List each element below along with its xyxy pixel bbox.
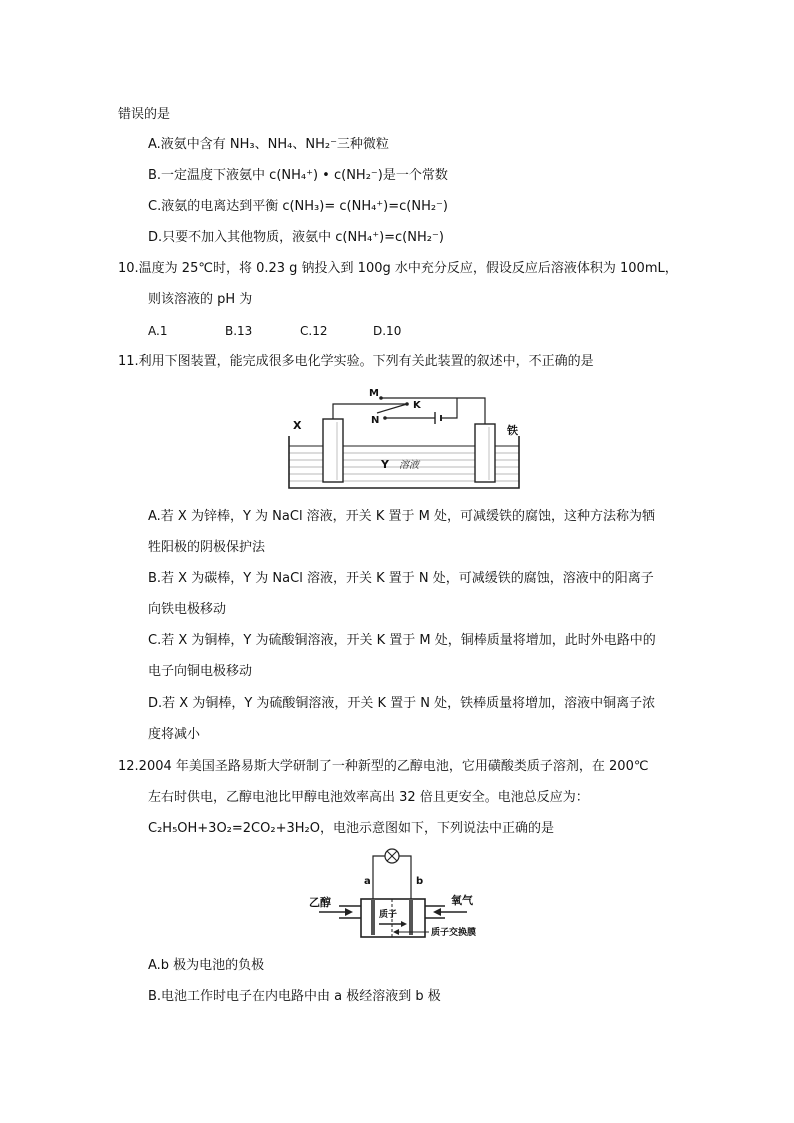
switch-k-blade xyxy=(377,404,407,413)
label-solution: 溶液 xyxy=(399,460,419,471)
contact-m xyxy=(379,396,383,400)
q11-option-d-line2: 度将减小 xyxy=(148,727,201,742)
q11-option-d-line1: D.若 X 为铜棒，Y 为硫酸铜溶液，开关 K 置于 N 处，铁棒质量将增加，溶液中铜离子浓 xyxy=(148,696,656,711)
wire-to-electrode-a xyxy=(373,856,385,899)
label-k: K xyxy=(413,400,421,411)
q10-option-c: C.12 xyxy=(300,324,328,338)
q10-option-d: D.10 xyxy=(373,324,402,338)
wire-m-to-iron xyxy=(381,398,485,424)
q12-option-b: B.电池工作时电子在内电路中由 a 极经溶液到 b 极 xyxy=(148,989,441,1004)
q11-option-a-line2: 牲阳极的阴极保护法 xyxy=(148,540,266,555)
contact-k xyxy=(405,402,409,406)
q11-option-b-line1: B.若 X 为碳棒，Y 为 NaCl 溶液，开关 K 置于 N 处，可减缓铁的腐蚀，溶液中的阳离子 xyxy=(148,571,654,586)
q10-stem-line2: 则该溶液的 pH 为 xyxy=(148,292,253,307)
q10-option-b: B.13 xyxy=(225,324,253,338)
electrolysis-apparatus-figure xyxy=(285,382,525,494)
q12-stem-line2: 左右时供电，乙醇电池比甲醇电池效率高出 32 倍且更安全。电池总反应为： xyxy=(148,790,589,805)
label-y: Y xyxy=(381,458,389,471)
label-oxygen: 氧气 xyxy=(451,894,473,907)
electrode-x xyxy=(323,419,343,482)
label-ethanol: 乙醇 xyxy=(309,896,331,909)
label-b: b xyxy=(416,876,424,887)
electrode-b xyxy=(409,899,413,935)
q11-stem: 11.利用下图装置，能完成很多电化学实验。下列有关此装置的叙述中，不正确的是 xyxy=(118,354,594,369)
q11-option-a-line1: A.若 X 为锌棒，Y 为 NaCl 溶液，开关 K 置于 M 处，可减缓铁的腐蚀，这种方法称为牺 xyxy=(148,509,655,524)
label-iron: 铁 xyxy=(507,424,518,437)
q11-option-c-line2: 电子向铜电极移动 xyxy=(148,664,253,679)
label-proton: 质子 xyxy=(379,910,398,920)
electrode-iron xyxy=(475,424,495,482)
q10-stem-line1: 10.温度为 25℃时，将 0.23 g 钠投入到 100g 水中充分反应，假设反应后溶液体积为 100mL， xyxy=(118,261,678,276)
q11-option-b-line2: 向铁电极移动 xyxy=(148,602,227,617)
label-n: N xyxy=(371,415,380,426)
q10-option-a: A.1 xyxy=(148,324,168,338)
fuel-cell-figure xyxy=(305,844,520,944)
q11-option-c-line1: C.若 X 为铜棒，Y 为硫酸铜溶液，开关 K 置于 M 处，铜棒质量将增加，此时外电路中的 xyxy=(148,633,656,648)
q9-option-b: B.一定温度下液氨中 c(NH₄⁺) • c(NH₂⁻)是一个常数 xyxy=(148,168,448,183)
label-a: a xyxy=(364,876,371,887)
wire-battery-to-iron xyxy=(441,398,457,418)
wire-x-to-switch xyxy=(333,404,407,419)
wire-to-electrode-b xyxy=(399,856,411,899)
contact-n xyxy=(383,416,387,420)
q9-stem-tail: 错误的是 xyxy=(118,107,171,122)
q9-option-d: D.只要不加入其他物质，液氨中 c(NH₄⁺)=c(NH₂⁻) xyxy=(148,230,444,245)
label-m: M xyxy=(369,388,379,399)
electrode-a xyxy=(371,899,375,935)
label-membrane: 质子交换膜 xyxy=(431,928,477,938)
q12-stem-line1: 12.2004 年美国圣路易斯大学研制了一种新型的乙醇电池，它用磺酸类质子溶剂，在 200℃ xyxy=(118,759,649,774)
label-x: X xyxy=(293,419,302,432)
q12-option-a: A.b 极为电池的负极 xyxy=(148,958,265,973)
q9-option-a: A.液氨中含有 NH₃、NH₄、NH₂⁻三种微粒 xyxy=(148,137,389,152)
q9-option-c: C.液氨的电离达到平衡 c(NH₃)= c(NH₄⁺)=c(NH₂⁻) xyxy=(148,199,448,214)
q12-stem-line3: C₂H₅OH+3O₂=2CO₂+3H₂O，电池示意图如下，下列说法中正确的是 xyxy=(148,821,554,836)
